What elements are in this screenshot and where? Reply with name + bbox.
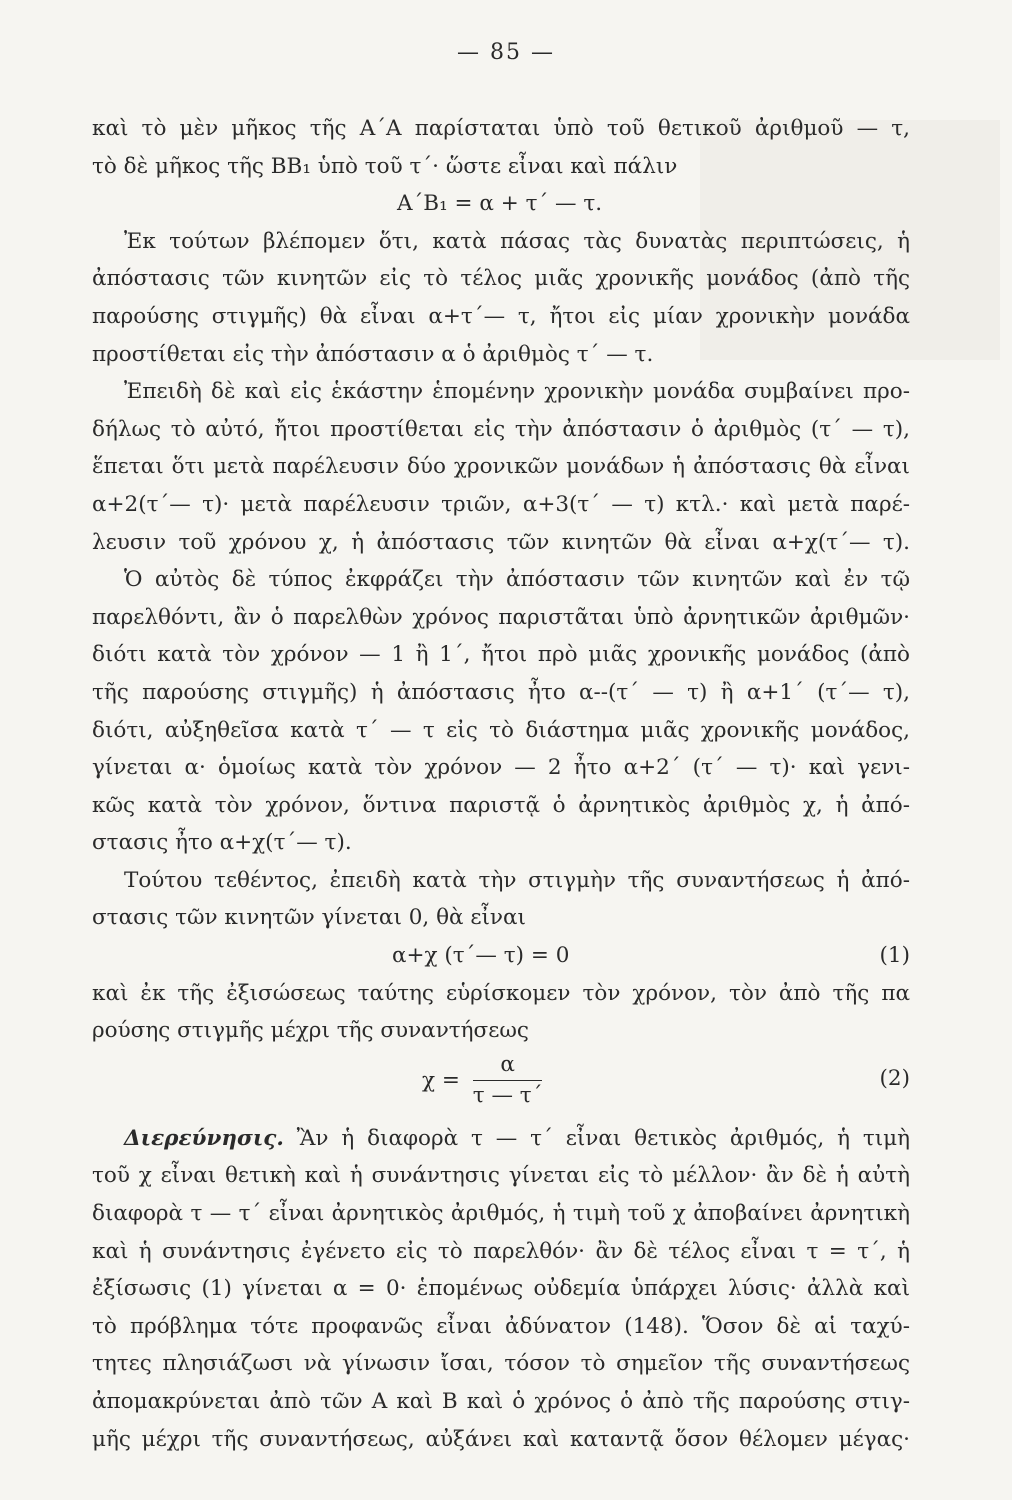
equation-2-lhs: χ = [422, 1067, 460, 1093]
text-line: τὸ δὲ μῆκος τῆς ΒΒ₁ ὑπὸ τοῦ τ΄· ὥστε εἶναι καὶ πάλιν [92, 153, 678, 179]
text-line: Τούτου τεθέντος, ἐπειδὴ κατὰ τὴν στιγμὴν τῆς συναντήσεως ἡ ἀπό- [124, 867, 910, 893]
text-line: ἀπόστασις τῶν κινητῶν εἰς τὸ τέλος μιᾶς χρονικῆς μονάδος (ἀπὸ τῆς [92, 266, 910, 292]
text-line: καὶ τὸ μὲν μῆκος τῆς Α΄Α παρίσταται ὑπὸ τοῦ θετικοῦ ἀριθμοῦ — τ, [92, 116, 910, 141]
equation-1-expr: α+χ (τ΄— τ) = 0 [392, 943, 570, 969]
text-line: καὶ ἐκ τῆς ἐξισώσεως ταύτης εὑρίσκομεν τὸν χρόνον, τὸν ἀπὸ τῆς πα [92, 980, 910, 1006]
text-line: γίνεται α· ὁμοίως κατὰ τὸν χρόνον — 2 ἦτο α+2΄ (τ΄ — τ)· καὶ γενι- [92, 755, 910, 781]
text-line: Ἐκ τούτων βλέπομεν ὅτι, κατὰ πάσας τὰς δυνατὰς περιπτώσεις, ἡ [124, 228, 910, 254]
text-line: τητες πλησιάζωσι νὰ γίνωσιν ἴσαι, τόσον τὸ σημεῖον τῆς συναντήσεως [92, 1351, 910, 1377]
text-line: διότι κατὰ τὸν χρόνον — 1 ἢ 1΄, ἤτοι πρὸ μιᾶς χρονικῆς μονάδος (ἀπὸ [92, 642, 910, 668]
page-number: — 85 — [457, 40, 555, 65]
equation-1-label: (1) [879, 943, 910, 969]
text-line: παρούσης στιγμῆς) θὰ εἶναι α+τ΄— τ, ἤτοι εἰς μίαν χρονικὴν μονάδα [92, 303, 910, 329]
text-line: μῆς μέχρι τῆς συναντήσεως, αὐξάνει καὶ καταντᾷ ὅσον θέλομεν μέγας· [92, 1426, 910, 1452]
text-line: α+2(τ΄— τ)· μετὰ παρέλευσιν τριῶν, α+3(τ΄ — τ) κτλ.· καὶ μετὰ παρέ- [92, 491, 910, 517]
text-line: ἀπομακρύνεται ἀπὸ τῶν Α καὶ Β καὶ ὁ χρόνος ὁ ἀπὸ τῆς παρούσης στιγ- [92, 1389, 910, 1414]
text-line: παρελθόντι, ἂν ὁ παρελθὼν χρόνος παριστᾶται ὑπὸ ἀρνητικῶν ἀριθμῶν· [92, 604, 910, 630]
text-line: τῆς παρούσης στιγμῆς) ἡ ἀπόστασις ἦτο α-‐(τ΄ — τ) ἢ α+1΄ (τ΄— τ), [92, 679, 910, 705]
equation-line: Α΄Β₁ = α + τ΄ — τ. [397, 191, 603, 217]
text-line: ἕπεται ὅτι μετὰ παρέλευσιν δύο χρονικῶν μονάδων ἡ ἀπόστασις θὰ εἶναι [92, 454, 910, 480]
text-line: διότι, αὐξηθεῖσα κατὰ τ΄ — τ εἰς τὸ διάστημα μιᾶς χρονικῆς μονάδος, [92, 717, 910, 743]
text-line: στασις τῶν κινητῶν γίνεται 0, θὰ εἶναι [92, 905, 526, 931]
text-line: προστίθεται εἰς τὴν ἀπόστασιν α ὁ ἀριθμὸς τ΄ — τ. [92, 341, 654, 367]
body-text [92, 110, 910, 1458]
text-line: δήλως τὸ αὐτό, ἤτοι προστίθεται εἰς τὴν ἀπόστασιν ὁ ἀριθμὸς (τ΄ — τ), [92, 416, 910, 442]
fraction [473, 1050, 543, 1111]
text-line: κῶς κατὰ τὸν χρόνον, ὅντινα παριστᾷ ὁ ἀρνητικὸς ἀριθμὸς χ, ἡ ἀπό- [92, 792, 910, 818]
fraction-denominator: τ — τ΄ [472, 1082, 543, 1108]
text-line: τὸ πρόβλημα τότε προφανῶς εἶναι ἀδύνατον (148). Ὅσον δὲ αἱ ταχύ- [92, 1313, 910, 1339]
text-line: διαφορὰ τ — τ΄ εἶναι ἀρνητικὸς ἀριθμός, ἡ τιμὴ τοῦ χ ἀποβαίνει ἀρνητικὴ [92, 1201, 910, 1227]
text-line: στασις ἦτο α+χ(τ΄— τ). [92, 830, 352, 856]
text-line: Ὁ αὐτὸς δὲ τύπος ἐκφράζει τὴν ἀπόστασιν τῶν κινητῶν καὶ ἐν τῷ [124, 567, 910, 593]
text-line: ρούσης στιγμῆς μέχρι τῆς συναντήσεως [92, 1018, 529, 1044]
text-line: λευσιν τοῦ χρόνου χ, ἡ ἀπόστασις τῶν κινητῶν θὰ εἶναι α+χ(τ΄— τ). [92, 529, 910, 555]
equation-2-label: (2) [879, 1065, 910, 1091]
equation-2-fraction [422, 1050, 542, 1111]
text-line: Ἐπειδὴ δὲ καὶ εἰς ἑκάστην ἑπομένην χρονικὴν μονάδα συμβαίνει προ- [124, 379, 910, 405]
text-line: ἐξίσωσις (1) γίνεται α = 0· ἑπομένως οὐδεμία ὑπάρχει λύσις· ἀλλὰ καὶ [92, 1276, 910, 1302]
equation-2 [92, 1050, 910, 1120]
fraction-numerator: α [473, 1050, 543, 1081]
text-line: τοῦ χ εἶναι θετικὴ καὶ ἡ συνάντησις γίνεται εἰς τὸ μέλλον· ἂν δὲ ἡ αὐτὴ [92, 1163, 910, 1189]
equation-1 [92, 937, 910, 975]
text-line [92, 1120, 910, 1158]
text-line: καὶ ἡ συνάντησις ἐγένετο εἰς τὸ παρελθόν· ἂν δὲ τέλος εἶναι τ = τ΄, ἡ [92, 1238, 910, 1264]
discussion-heading: Διερεύνησις. [124, 1125, 284, 1151]
discussion-text: Ἂν ἡ διαφορὰ τ — τ΄ εἶναι θετικὸς ἀριθμός, ἡ τιμὴ [296, 1125, 911, 1151]
